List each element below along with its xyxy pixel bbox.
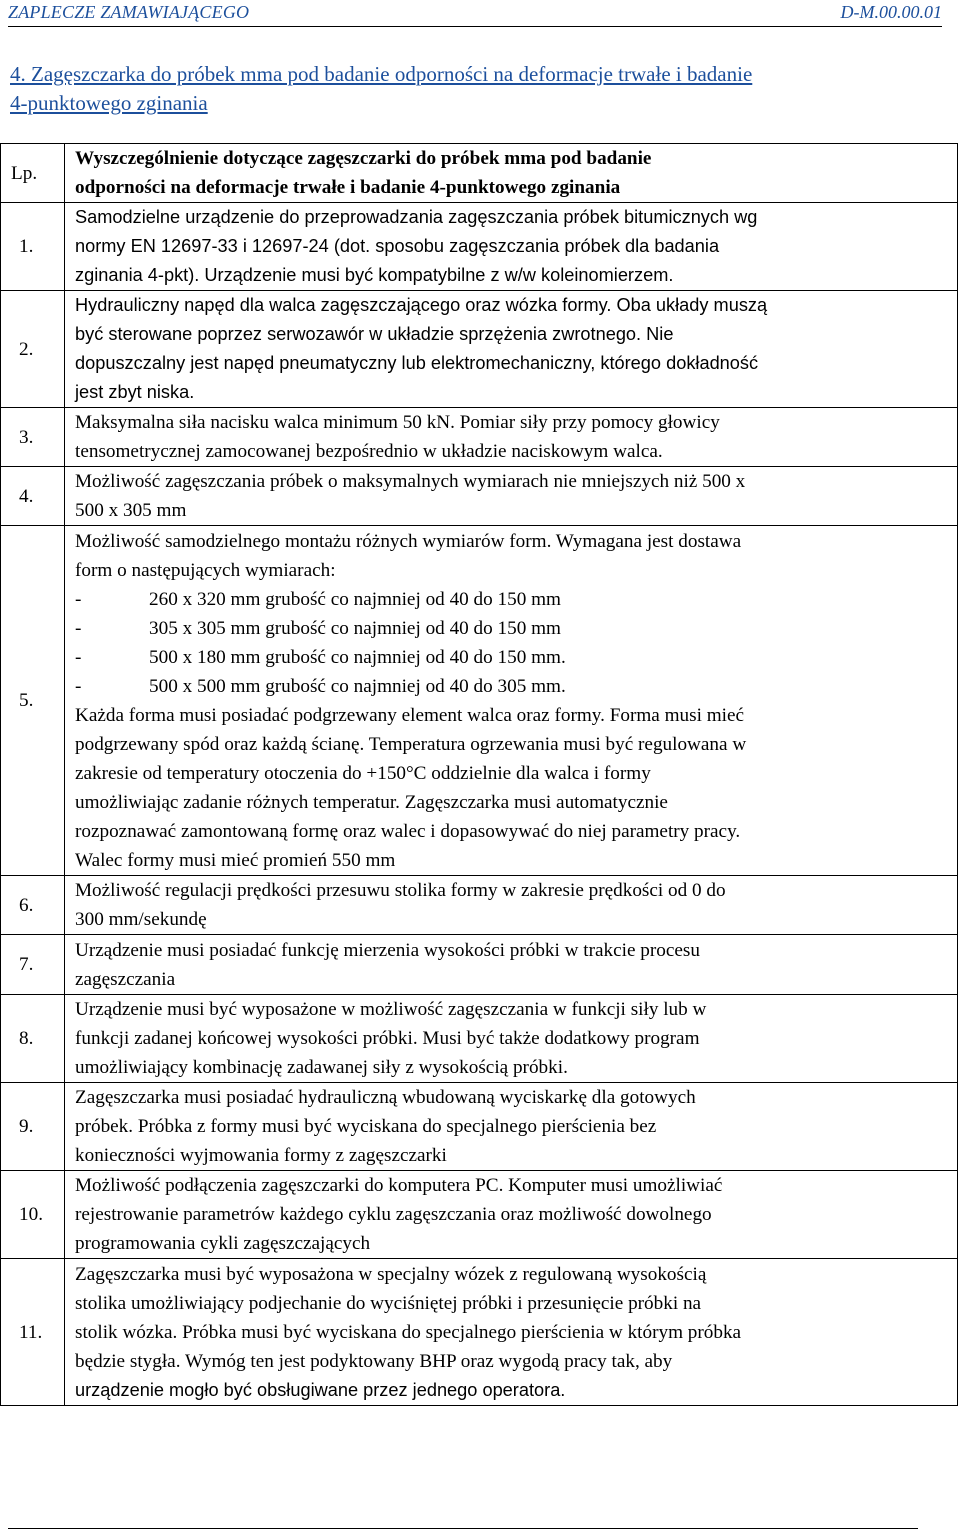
specification-table [0,143,958,1406]
table-row [1,876,958,935]
document-code: D-M.00.00.01 [840,2,942,22]
section-title-line: 4. Zagęszczarka do próbek mma pod badanie odporności na deformacje trwałe i badanie [10,62,753,86]
row-number: 5. [1,526,65,876]
row-number: 11. [1,1259,65,1406]
row-description: Możliwość podłączenia zagęszczarki do komputera PC. Komputer musi umożliwiać rejestrowanie parametrów każdego cyklu zagęszczania oraz możliwość dowolnego programowania cykli zagęszczających [65,1171,958,1259]
table-row [1,1259,958,1406]
row-description: Samodzielne urządzenie do przeprowadzania zagęszczania próbek bitumicznych wg normy EN 12697-33 i 12697-24 (dot. sposobu zagęszczania próbek dla badania zginania 4-pkt). Urządzenie musi być kompatybilne z w/w koleinomierzem. [65,203,958,291]
list-item: - 305 x 305 mm grubość co najmniej od 40 do 150 mm [75,617,561,639]
table-header-row [1,144,958,203]
page-header [8,0,942,27]
column-header-lp: Lp. [1,144,65,203]
list-item: - 260 x 320 mm grubość co najmniej od 40 do 150 mm [75,588,561,610]
table-row [1,935,958,995]
table-row [1,526,958,876]
table-row [1,291,958,408]
list-item: - 500 x 500 mm grubość co najmniej od 40 do 305 mm. [75,675,566,697]
row-description: Możliwość regulacji prędkości przesuwu stolika formy w zakresie prędkości od 0 do 300 mm/sekundę [65,876,958,935]
row-description: Maksymalna siła nacisku walca minimum 50 kN. Pomiar siły przy pomocy głowicy tensometrycznej zamocowanej bezpośrednio w układzie naciskowym walca. [65,408,958,467]
column-header-description: Wyszczególnienie dotyczące zagęszczarki do próbek mma pod badanie odporności na deformacje trwałe i badanie 4-punktowego zginania [65,144,958,203]
table-row [1,995,958,1083]
row-number: 3. [1,408,65,467]
list-item: - 500 x 180 mm grubość co najmniej od 40 do 150 mm. [75,646,566,668]
row-number: 8. [1,995,65,1083]
row-description: Urządzenie musi posiadać funkcję mierzenia wysokości próbki w trakcie procesu zagęszczania [65,935,958,995]
table-row [1,1171,958,1259]
table-row [1,1083,958,1171]
header-left-text: ZAPLECZE ZAMAWIAJĄCEGO [8,2,250,22]
row-description: Możliwość samodzielnego montażu różnych wymiarów form. Wymagana jest dostawa form o następujących wymiarach: - 260 x 320 mm grubość co najmniej od 40 do 150 mm - 305 x 305 mm grubość co najmniej od 40 do 150 mm - 500 x 180 mm grubość co najmniej od 40 do 150 mm. - 500 x 500 mm grubość co najmniej od 40 do 305 mm. Każda forma musi posiadać podgrzewany element walca oraz formy. Forma musi mieć podgrzewany spód oraz każdą ścianę. Temperatura ogrzewania musi być regulowana w zakresie od temperatury otoczenia do +150°C oddzielnie dla walca i formy umożliwiając zadanie różnych temperatur. Zagęszczarka musi automatycznie rozpoznawać zamontowaną formę oraz walec i dopasowywać do niej parametry pracy. Walec formy musi mieć promień 550 mm [65,526,958,876]
row-description: Możliwość zagęszczania próbek o maksymalnych wymiarach nie mniejszych niż 500 x 500 x 305 mm [65,467,958,526]
section-title [10,60,930,118]
row-description: Hydrauliczny napęd dla walca zagęszczającego oraz wózka formy. Oba układy muszą być sterowane poprzez serwozawór w układzie sprzężenia zwrotnego. Nie dopuszczalny jest napęd pneumatyczny lub elektromechaniczny, którego dokładność jest zbyt niska. [65,291,958,408]
section-title-line: 4-punktowego zginania [10,91,208,115]
row-number: 6. [1,876,65,935]
table-row [1,408,958,467]
row-number: 7. [1,935,65,995]
row-number: 4. [1,467,65,526]
row-number: 2. [1,291,65,408]
table-row [1,467,958,526]
row-description: Urządzenie musi być wyposażone w możliwość zagęszczania w funkcji siły lub w funkcji zadanej końcowej wysokości próbki. Musi być także dodatkowy program umożliwiający kombinację zadawanej siły z wysokością próbki. [65,995,958,1083]
footer-divider [8,1528,918,1529]
row-description: Zagęszczarka musi posiadać hydrauliczną wbudowaną wyciskarkę dla gotowych próbek. Próbka z formy musi być wyciskana do specjalnego pierścienia bez konieczności wyjmowania formy z zagęszczarki [65,1083,958,1171]
row-number: 9. [1,1083,65,1171]
table-row [1,203,958,291]
row-description: Zagęszczarka musi być wyposażona w specjalny wózek z regulowaną wysokością stolika umożliwiający podjechanie do wyciśniętej próbki i przesunięcie próbki na stolik wózka. Próbka musi być wyciskana do specjalnego pierścienia w którym próbka będzie stygła. Wymóg ten jest podyktowany BHP oraz wygodą pracy tak, aby urządzenie mogło być obsługiwane przez jednego operatora. [65,1259,958,1406]
row-number: 1. [1,203,65,291]
row-number: 10. [1,1171,65,1259]
